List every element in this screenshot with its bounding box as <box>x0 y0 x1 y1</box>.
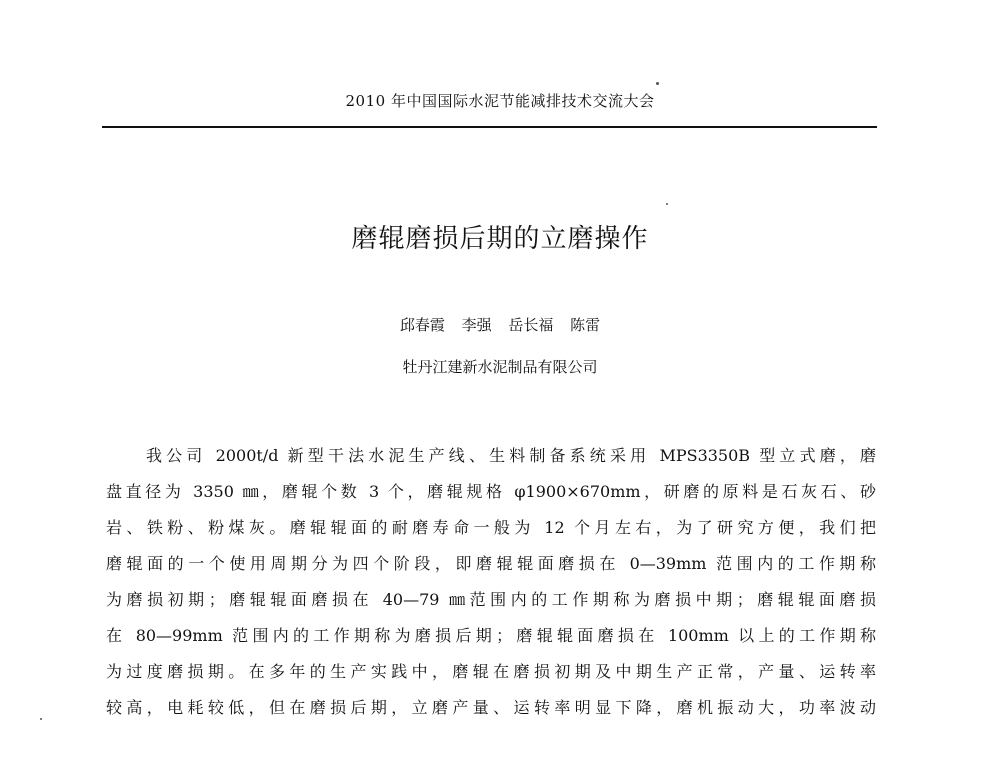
body-paragraph <box>106 438 876 726</box>
body-line-3: 岩、铁粉、粉煤灰。磨辊辊面的耐磨寿命一般为 12 个月左右，为了研究方便，我们把 <box>106 518 876 537</box>
body-line-6: 在 80—99mm 范围内的工作期称为磨损后期；磨辊辊面磨损在 100mm 以上的工作期称 <box>106 626 876 645</box>
body-line-7: 为过度磨损期。在多年的生产实践中，磨辊在磨损初期及中期生产正常，产量、运转率 <box>106 662 876 681</box>
body-line-5: 为磨损初期；磨辊辊面磨损在 40—79 ㎜范围内的工作期称为磨损中期；磨辊辊面磨损 <box>106 590 876 609</box>
author-affiliation: 牡丹江建新水泥制品有限公司 <box>402 358 598 376</box>
body-line-4: 磨辊面的一个使用周期分为四个阶段，即磨辊辊面磨损在 0—39mm 范围内的工作期称 <box>106 554 876 573</box>
article-title: 磨辊磨损后期的立磨操作 <box>351 224 649 254</box>
scan-speck <box>666 203 668 205</box>
body-line-2: 盘直径为 3350 ㎜，磨辊个数 3 个，磨辊规格 φ1900×670mm，研磨的原料是石灰石、砂 <box>106 482 876 501</box>
body-line-8: 较高，电耗较低，但在磨损后期，立磨产量、运转率明显下降，磨机振动大，功率波动 <box>106 698 876 717</box>
header-rule <box>102 126 877 128</box>
conference-header: 2010 年中国国际水泥节能减排技术交流大会 <box>345 92 655 110</box>
author-list: 邱春霞 李强 岳长福 陈雷 <box>399 316 601 334</box>
body-line-1: 我公司 2000t/d 新型干法水泥生产线、生料制备系统采用 MPS3350B 型立式磨，磨 <box>146 446 876 465</box>
scan-speck <box>40 718 42 720</box>
scan-speck <box>656 82 659 85</box>
